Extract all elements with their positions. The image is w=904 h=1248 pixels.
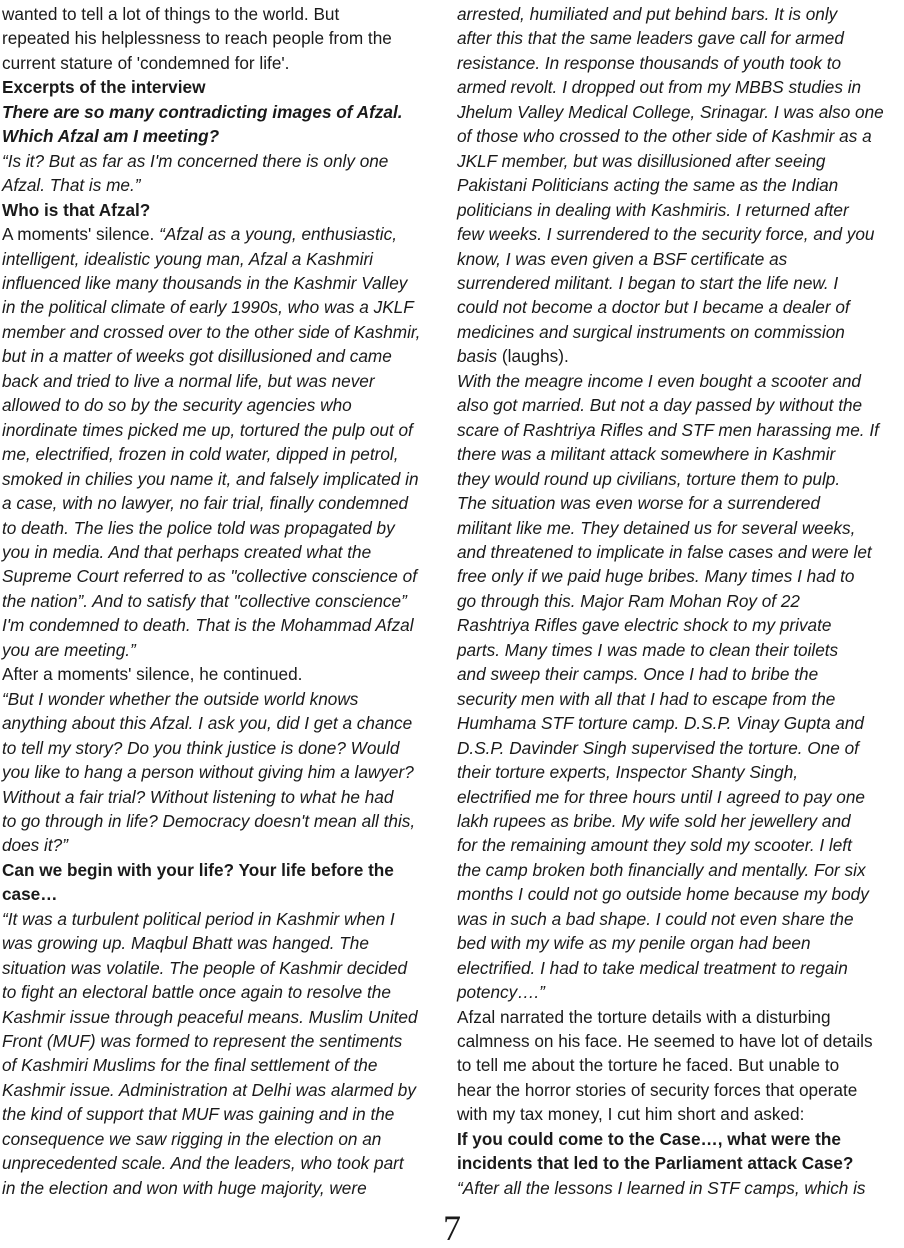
text-line: the kind of support that MUF was gaining and in the [2,1104,395,1125]
text-line: resistance. In response thousands of youth took to [457,52,842,73]
text-line: case… [2,884,58,905]
text-line: a case, with no lawyer, no fair trial, finally condemned [2,493,409,514]
text-line: Jhelum Valley Medical College, Srinagar. I was also one [457,101,884,122]
text-line: Rashtriya Rifles gave electric shock to my private [457,615,832,636]
text-line: I'm condemned to death. That is the Mohammad Afzal [2,615,414,636]
left-column [2,2,447,1200]
text-line: scare of Rashtriya Rifles and STF men harassing me. If [457,419,879,440]
text-run: (laughs). [497,346,569,367]
text-line: With the meagre income I even bought a scooter and [457,370,861,391]
text-run: “Afzal as a young, enthusiastic, [159,224,397,245]
text-line: after this that the same leaders gave call for armed [457,28,844,49]
text-line: “Is it? But as far as I'm concerned there is only one [2,150,389,171]
text-line: bed with my wife as my penile organ had been [457,933,811,954]
text-line: member and crossed over to the other side of Kashmir, [2,321,421,342]
text-line: influenced like many thousands in the Kashmir Valley [2,272,408,293]
text-line: repeated his helplessness to reach people from the [2,28,392,49]
text-line: allowed to do so by the security agencies who [2,395,352,416]
text-line: politicians in dealing with Kashmiris. I returned after [457,199,849,220]
text-line: Kashmir issue through peaceful means. Muslim United [2,1006,418,1027]
text-line: security men with all that I had to escape from the [457,688,836,709]
text-line: militant like me. They detained us for several weeks, [457,517,856,538]
text-line: but in a matter of weeks got disillusioned and came [2,346,392,367]
text-line: was in such a bad shape. I could not even share the [457,908,854,929]
text-line: “It was a turbulent political period in Kashmir when I [2,908,395,929]
text-line: If you could come to the Case…, what were the [457,1128,841,1149]
text-line: Can we begin with your life? Your life before the [2,859,394,880]
text-line: for the remaining amount they sold my scooter. I left [457,835,852,856]
text-line: in the election and won with huge majority, were [2,1177,367,1198]
text-line: know, I was even given a BSF certificate as [457,248,788,269]
text-line: anything about this Afzal. I ask you, did I get a chance [2,713,413,734]
text-line: There are so many contradicting images of Afzal. [2,101,403,122]
text-line: Kashmir issue. Administration at Delhi was alarmed by [2,1079,416,1100]
text-line: me, electrified, frozen in cold water, dipped in petrol, [2,444,399,465]
text-line: back and tried to live a normal life, but was never [2,370,375,391]
text-line: in the political climate of early 1990s, who was a JKLF [2,297,414,318]
text-line: incidents that led to the Parliament attack Case? [457,1153,854,1174]
text-line: unprecedented scale. And the leaders, who took part [2,1153,404,1174]
text-line: Afzal. That is me.” [2,175,141,196]
text-line: there was a militant attack somewhere in Kashmir [457,444,836,465]
text-line: “But I wonder whether the outside world knows [2,688,359,709]
text-line: could not become a doctor but I became a dealer of [457,297,850,318]
text-run: A moments' silence. [2,224,160,245]
text-line: armed revolt. I dropped out from my MBBS studies in [457,77,862,98]
text-line: the camp broken both financially and mentally. For six [457,859,866,880]
text-line: smoked in chilies you name it, and falsely implicated in [2,468,419,489]
text-line: of those who crossed to the other side of Kashmir as a [457,126,872,147]
text-line: Without a fair trial? Without listening to what he had [2,786,394,807]
text-line: wanted to tell a lot of things to the world. But [2,4,340,24]
text-line: free only if we paid huge bribes. Many times I had to [457,566,855,587]
text-line: electrified. I had to take medical treatment to regain [457,957,848,978]
text-line: to death. The lies the police told was propagated by [2,517,395,538]
text-line: Pakistani Politicians acting the same as the Indian [457,175,839,196]
text-line: to tell my story? Do you think justice is done? Would [2,737,400,758]
text-line: parts. Many times I was made to clean their toilets [457,639,839,660]
text-line: intelligent, idealistic young man, Afzal a Kashmiri [2,248,373,269]
text-line: Excerpts of the interview [2,77,206,98]
text-line: does it?” [2,835,68,856]
text-line: Afzal narrated the torture details with a disturbing [457,1006,831,1027]
text-line: was growing up. Maqbul Bhatt was hanged. The [2,933,369,954]
text-line: JKLF member, but was disillusioned after seeing [457,150,826,171]
text-line: surrendered militant. I began to start the life new. I [457,272,839,293]
text-line: potency….” [457,982,545,1003]
text-line: of Kashmiri Muslims for the final settlement of the [2,1055,378,1076]
text-line [457,344,902,368]
text-line: and sweep their camps. Once I had to bribe the [457,664,819,685]
text-line: hear the horror stories of security forces that operate [457,1079,858,1100]
text-line: current stature of 'condemned for life'. [2,52,290,73]
text-line: their torture experts, Inspector Shanty Singh, [457,762,799,783]
text-line: they would round up civilians, torture them to pulp. [457,468,841,489]
text-line: the nation”. And to satisfy that "collective conscience” [2,590,407,611]
text-line: calmness on his face. He seemed to have lot of details [457,1031,873,1052]
text-line: Humhama STF torture camp. D.S.P. Vinay Gupta and [457,713,864,734]
text-line: arrested, humiliated and put behind bars. It is only [457,4,838,24]
text-line: D.S.P. Davinder Singh supervised the torture. One of [457,737,859,758]
text-line: to tell me about the torture he faced. But unable to [457,1055,840,1076]
text-line: you are meeting.” [2,639,136,660]
text-line: The situation was even worse for a surrendered [457,493,821,514]
text-line: “After all the lessons I learned in STF camps, which is [457,1177,866,1198]
right-column [457,2,902,1200]
text-line: to fight an electoral battle once again to resolve the [2,982,391,1003]
text-line: also got married. But not a day passed by without the [457,395,863,416]
text-line: consequence we saw rigging in the election on an [2,1128,382,1149]
text-line: After a moments' silence, he continued. [2,664,303,685]
text-line: Which Afzal am I meeting? [2,126,220,147]
text-line [2,222,447,246]
text-line: few weeks. I surrendered to the security force, and you [457,224,875,245]
text-line: you in media. And that perhaps created what the [2,541,372,562]
text-line: medicines and surgical instruments on commission [457,321,845,342]
text-line: to go through in life? Democracy doesn't mean all this, [2,810,416,831]
text-run: basis [457,346,498,367]
page-number: 7 [443,1208,461,1248]
text-line: Supreme Court referred to as "collective conscience of [2,566,417,587]
text-line: inordinate times picked me up, tortured the pulp out of [2,419,413,440]
text-line: and threatened to implicate in false cases and were let [457,541,872,562]
text-line: you like to hang a person without giving him a lawyer? [2,762,414,783]
text-line: electrified me for three hours until I agreed to pay one [457,786,865,807]
text-line: Who is that Afzal? [2,199,151,220]
text-line: lakh rupees as bribe. My wife sold her jewellery and [457,810,851,831]
text-line: with my tax money, I cut him short and asked: [457,1104,805,1125]
text-line: go through this. Major Ram Mohan Roy of 22 [457,590,800,611]
text-line: situation was volatile. The people of Kashmir decided [2,957,408,978]
text-line: Front (MUF) was formed to represent the sentiments [2,1031,403,1052]
text-line: months I could not go outside home because my body [457,884,869,905]
